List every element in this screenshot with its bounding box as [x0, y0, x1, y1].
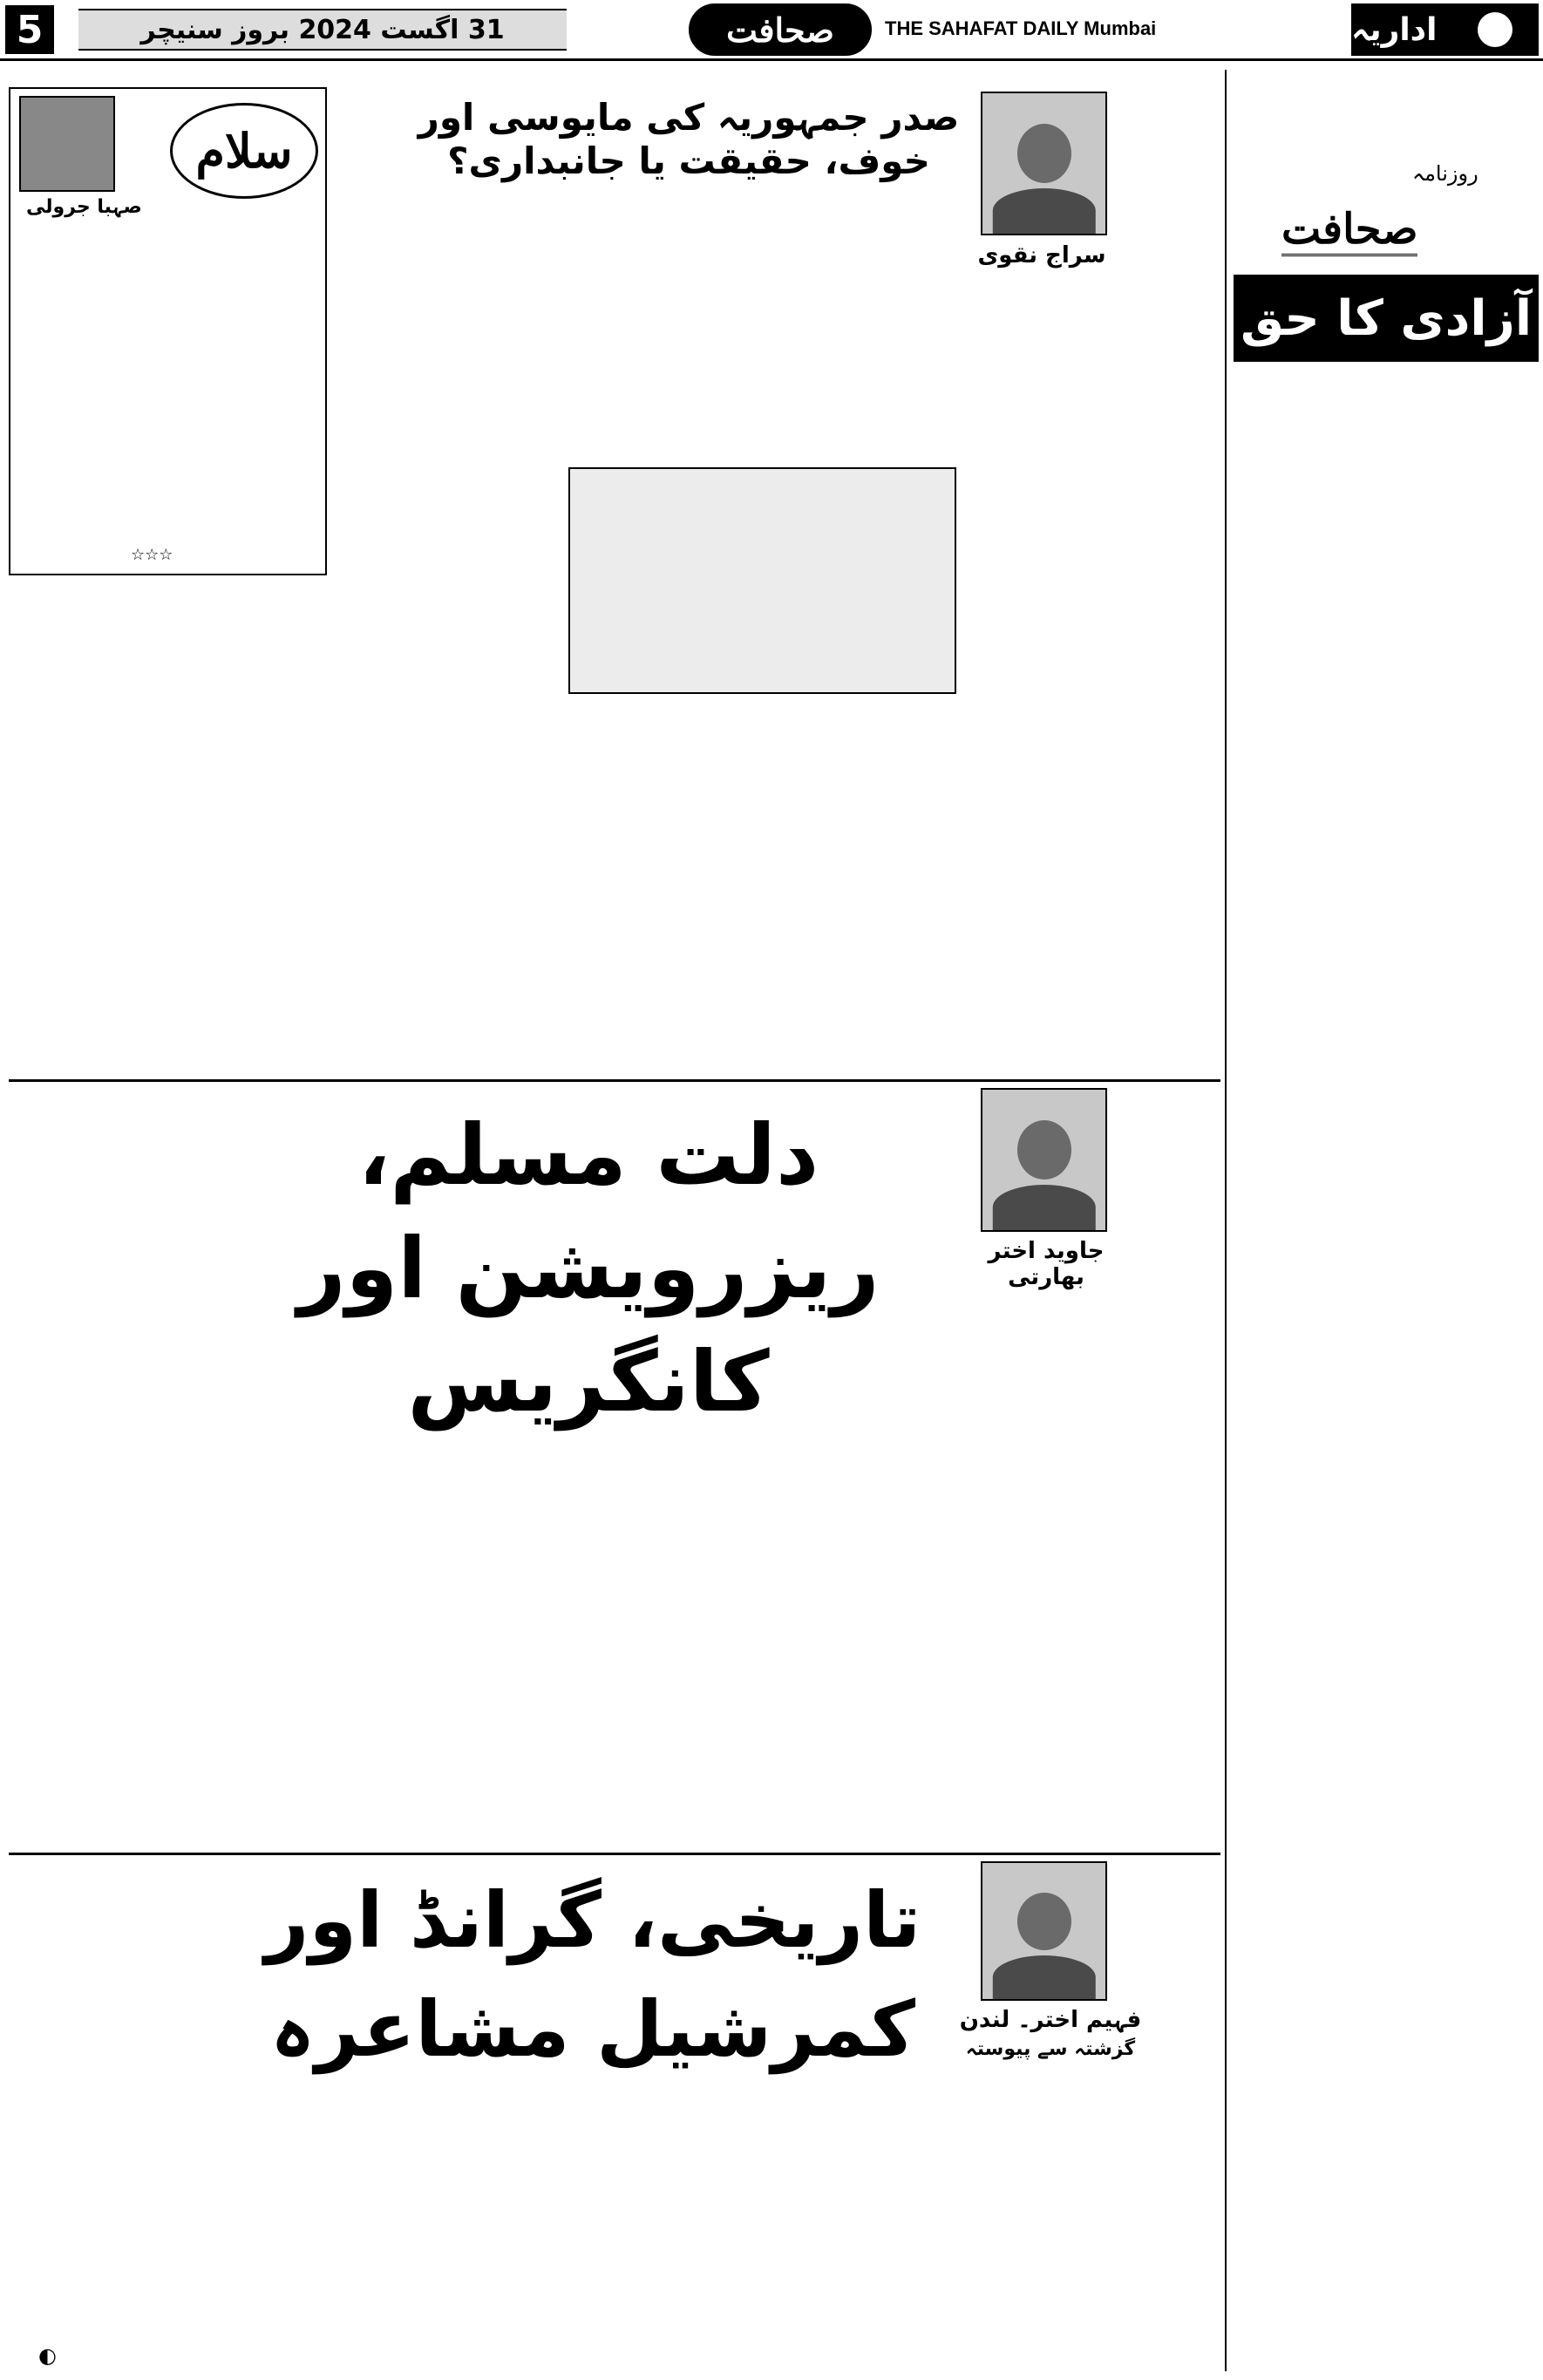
author-head — [1016, 1120, 1071, 1180]
author-shoulders — [992, 1185, 1095, 1230]
article3-headline: تاریخی، گرانڈ اور کمرشیل مشاعرہ — [264, 1875, 921, 2074]
article2-headline: دلت مسلم، ریزرویشن اور کانگریس — [297, 1106, 880, 1431]
article3-column-name: گزشتہ سے پیوستہ — [965, 2038, 1136, 2060]
article-divider — [9, 1079, 1220, 1082]
article2-author: جاوید اختر بھارتی — [988, 1238, 1105, 1290]
article3-body — [9, 1988, 1220, 2336]
article-continued — [9, 588, 331, 1068]
stars-ornament: ☆☆☆ — [131, 546, 173, 564]
editorial-body — [1234, 375, 1539, 2371]
page-header — [0, 0, 1543, 61]
salaam-poem — [13, 218, 323, 541]
article2-body — [9, 1273, 1220, 1848]
pull-quote — [568, 467, 956, 694]
poet-name: صہبا جرولی — [26, 196, 142, 218]
article1-headline: صدر جمہوریہ کی مایوسی اور خوف، حقیقت یا جانبداری؟ — [418, 96, 960, 183]
daily-name: THE SAHAFAT DAILY Mumbai — [885, 17, 1157, 39]
article3-author: فہیم اختر۔ لندن — [959, 2007, 1142, 2033]
poet-photo — [19, 96, 115, 192]
editorial-title: آزادی کا حق — [1234, 275, 1539, 362]
quill-icon — [1478, 12, 1512, 47]
column-divider — [1225, 70, 1227, 2371]
section-label: اداریہ — [1351, 3, 1539, 56]
author-photo — [981, 1861, 1107, 2001]
article1-author: سراج نقوی — [977, 242, 1106, 269]
editorial-paper-name: صحافت — [1281, 205, 1417, 256]
page-number: 5 — [5, 5, 54, 54]
author-photo — [981, 1088, 1107, 1232]
roznama-label: روزنامہ — [1412, 161, 1478, 186]
issue-date: 31 اگست 2024 بروز سنیچر — [78, 9, 567, 51]
masthead-logo: صحافت — [689, 3, 872, 56]
salaam-title: سلام — [170, 103, 318, 199]
footer-mark: ◐ — [38, 2343, 57, 2368]
article-divider — [9, 1853, 1220, 1855]
author-head — [1016, 1893, 1071, 1950]
